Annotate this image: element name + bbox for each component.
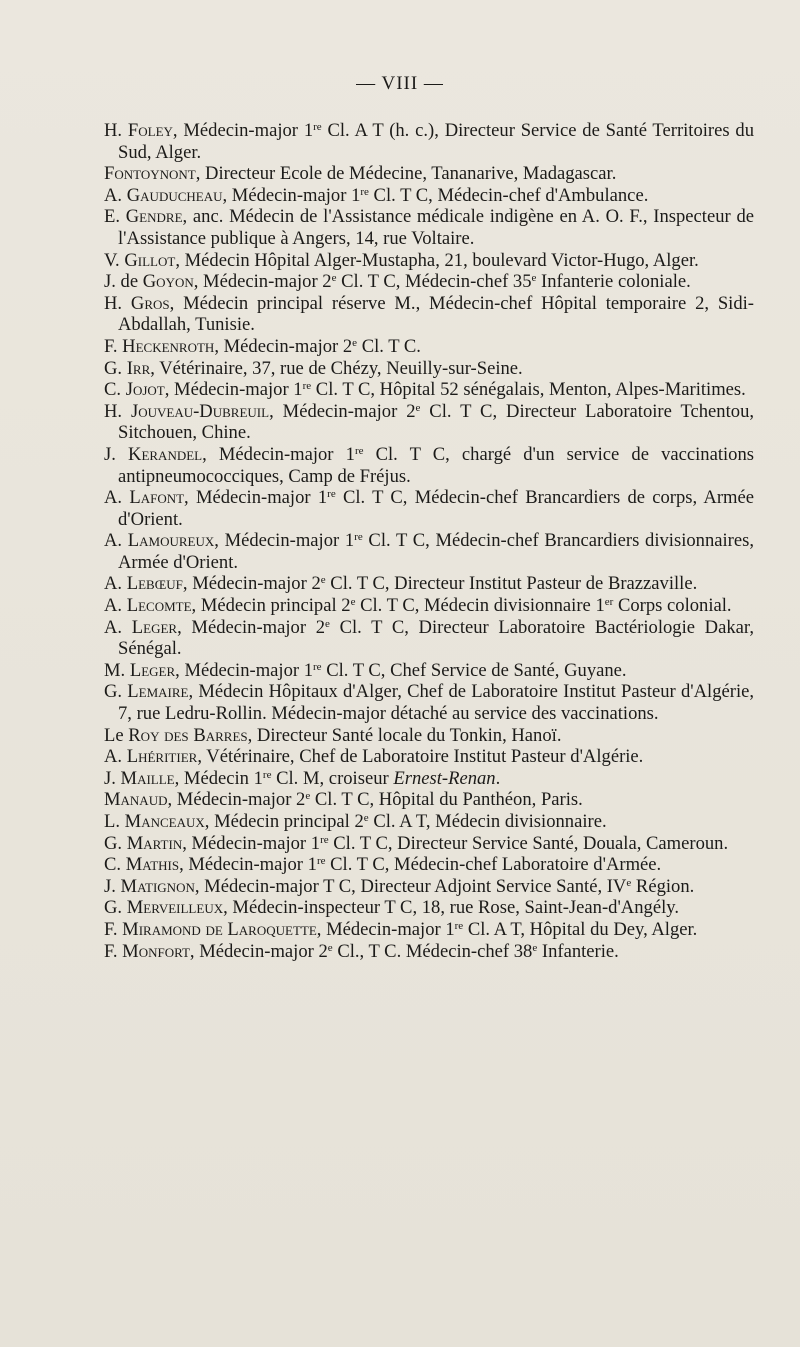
entry-description: Médecin Hôpital Alger-Mustapha, 21, boulevard Victor-Hugo, Alger. bbox=[184, 249, 699, 271]
entry-description: Médecin-major bbox=[223, 335, 343, 357]
entry: L. Manceaux, Médecin principal 2e Cl. A T, Médecin divisionnaire. bbox=[104, 811, 607, 832]
entry: A. Lecomte, Médecin principal 2e Cl. T C, Médecin divisionnaire 1er Corps colonial. bbox=[104, 595, 732, 617]
entry-description-cont: Cl., T C. Médecin-chef 38 bbox=[332, 940, 533, 962]
entry-description: Médecin principal bbox=[200, 595, 342, 617]
entry-description-cont: Infanterie coloniale. bbox=[536, 271, 691, 293]
entry-description: Médecin-major bbox=[195, 487, 318, 509]
entry-initial: J. bbox=[104, 443, 116, 465]
entry-description: Vétérinaire, 37, rue de Chézy, Neuilly-sur-Seine. bbox=[159, 357, 523, 379]
entry-description: Médecin bbox=[183, 767, 254, 789]
entry-ship-name: Ernest-Renan bbox=[393, 767, 496, 789]
entry-ordinal: 1 bbox=[595, 595, 605, 617]
entry-description-cont: Cl. T C, Directeur Laboratoire Bactériologie Dakar, Sénégal. bbox=[118, 616, 754, 660]
entry-description-cont: Cl. T C, Directeur Service Santé, Douala, Cameroun. bbox=[328, 832, 729, 854]
entry-name: Gillot bbox=[124, 249, 176, 271]
entry-initial: H. bbox=[104, 292, 123, 314]
entry-name: Gauducheau bbox=[126, 184, 223, 206]
entry-ordinal: 1 bbox=[310, 832, 321, 854]
entry-name: Manaud bbox=[104, 789, 168, 811]
entry-description: Médecin-major bbox=[326, 918, 446, 940]
entry-initial: A. bbox=[104, 573, 123, 595]
entry-description-cont: Cl. M, croiseur bbox=[271, 767, 394, 789]
entry-ordinal-suffix: e bbox=[415, 401, 421, 414]
entry-name: Gendre bbox=[125, 206, 183, 228]
entry-description-cont: Cl. T C, chargé d'un service de vaccinations antipneumococciques, Camp de Fréjus. bbox=[118, 443, 754, 487]
entry: F. Heckenroth, Médecin-major 2e Cl. T C. bbox=[104, 335, 421, 357]
entry-description: Médecin-major bbox=[191, 616, 316, 638]
entry-description: anc. Médecin de l'Assistance médicale indigène en A. O. F., Inspecteur de l'Assistance publique à Angers, 14, rue Voltaire. bbox=[118, 206, 754, 249]
entry: C. Mathis, Médecin-major 1re Cl. T C, Médecin-chef Laboratoire d'Armée. bbox=[104, 854, 662, 876]
entry: E. Gendre, anc. Médecin de l'Assistance médicale indigène en A. O. F., Inspecteur de l'Assistance publique à Angers, 14, rue Voltaire. bbox=[104, 206, 754, 249]
entry-name: Martin bbox=[126, 832, 183, 854]
entry-ordinal-suffix: e bbox=[331, 272, 337, 285]
entry-initial: H. bbox=[104, 400, 123, 422]
entry-name: Matignon bbox=[120, 875, 195, 897]
entry: A. Lafont, Médecin-major 1re Cl. T C, Médecin-chef Brancardiers de corps, Armée d'Orient. bbox=[104, 487, 755, 530]
entry: A. Lhéritier, Vétérinaire, Chef de Laboratoire Institut Pasteur d'Algérie. bbox=[104, 746, 644, 768]
entry-description: Médecin-major bbox=[183, 120, 304, 141]
entry: V. Gillot, Médecin Hôpital Alger-Mustapha, 21, boulevard Victor-Hugo, Alger. bbox=[104, 249, 699, 271]
entry-ordinal-suffix: re bbox=[354, 531, 363, 544]
entry-description: Médecin-inspecteur T C, 18, rue Rose, Saint-Jean-d'Angély. bbox=[232, 897, 679, 919]
entry: J. de Goyon, Médecin-major 2e Cl. T C, Médecin-chef 35e Infanterie coloniale. bbox=[104, 271, 691, 293]
entry-name: Lafont bbox=[129, 487, 185, 509]
entry: A. Lamoureux, Médecin-major 1re Cl. T C, Médecin-chef Brancardiers divisionnaires, Armée d'Orient. bbox=[104, 530, 755, 573]
entry-name: Fontoynont bbox=[104, 163, 196, 185]
entry-description-cont: Cl. T C, Directeur Institut Pasteur de Brazzaville. bbox=[325, 573, 698, 595]
entry-ordinal: 2 bbox=[315, 616, 325, 638]
entry-description-cont: Cl. T C, Médecin-chef d'Ambulance. bbox=[368, 184, 649, 206]
entry-initial: F. bbox=[104, 335, 118, 357]
entry-ordinal-suffix: e bbox=[350, 596, 356, 609]
entry-name: Maille bbox=[120, 767, 175, 789]
entry: M. Leger, Médecin-major 1re Cl. T C, Chef Service de Santé, Guyane. bbox=[104, 659, 627, 681]
entry-description: Directeur Ecole de Médecine, Tananarive, Madagascar. bbox=[205, 163, 617, 185]
entry-name: Kerandel bbox=[128, 443, 203, 465]
entry-description: Directeur Santé locale du Tonkin, Hanoï. bbox=[256, 724, 562, 746]
entry: A. Leger, Médecin-major 2e Cl. T C, Directeur Laboratoire Bactériologie Dakar, Sénégal. bbox=[104, 616, 754, 660]
entry-ordinal: 2 bbox=[406, 400, 416, 422]
entry-name: Lecomte bbox=[126, 595, 192, 617]
entry: A. Lebœuf, Médecin-major 2e Cl. T C, Directeur Institut Pasteur de Brazzaville. bbox=[104, 573, 698, 595]
entry-initial: J. bbox=[104, 767, 116, 789]
entry-initial: F. bbox=[104, 940, 118, 962]
entry-initial: G. bbox=[104, 357, 123, 379]
entry-ordinal: 1 bbox=[303, 120, 314, 141]
entry-description-cont: Cl. T C, Médecin-chef Laboratoire d'Armée. bbox=[325, 854, 662, 876]
entry-ordinal-suffix: re bbox=[313, 121, 322, 133]
entry-name: Miramond de Laroquette bbox=[122, 918, 317, 940]
entry: H. Foley, Médecin-major 1re Cl. A T (h. c.), Directeur Service de Santé Territoires du Sud, Alger. bbox=[104, 120, 755, 163]
entry-ordinal-suffix: re bbox=[360, 185, 369, 198]
entry-name: Manceaux bbox=[124, 811, 205, 832]
entry: G. Merveilleux, Médecin-inspecteur T C, 18, rue Rose, Saint-Jean-d'Angély. bbox=[104, 897, 679, 919]
entry-ordinal: 1 bbox=[445, 918, 455, 940]
entry-initial: G. bbox=[104, 832, 123, 854]
entry-name: Roy des Barres bbox=[128, 724, 248, 746]
entry-ordinal-suffix: e bbox=[325, 617, 330, 630]
entry-description: Médecin-major bbox=[176, 789, 297, 811]
entry-description-cont: Cl. A T (h. c.), Directeur Service de Santé Territoires du Sud, Alger. bbox=[118, 120, 755, 163]
entry-ordinal-suffix: re bbox=[316, 855, 326, 868]
entry-name: Lhéritier bbox=[126, 746, 198, 768]
entry-description-cont: Cl. T C, Médecin-chef Brancardiers divisionnaires, Armée d'Orient. bbox=[118, 530, 755, 573]
entry-name: Gros bbox=[130, 292, 170, 314]
entry-ordinal: 2 bbox=[318, 940, 328, 962]
entry-name: Jouveau-Dubreuil bbox=[131, 400, 270, 422]
entry-description-cont: Cl. T C, Hôpital du Panthéon, Paris. bbox=[310, 789, 583, 811]
entry: A. Gauducheau, Médecin-major 1re Cl. T C, Médecin-chef d'Ambulance. bbox=[104, 184, 649, 206]
entry: H. Jouveau-Dubreuil, Médecin-major 2e Cl. T C, Directeur Laboratoire Tchentou, Sitchouen, Chine. bbox=[104, 400, 755, 444]
entry: J. Matignon, Médecin-major T C, Directeur Adjoint Service Santé, IVe Région. bbox=[104, 875, 695, 897]
entry-ordinal-suffix: e bbox=[320, 574, 326, 587]
entry: G. Irr, Vétérinaire, 37, rue de Chézy, Neuilly-sur-Seine. bbox=[104, 357, 523, 379]
entry-initial: L. bbox=[104, 811, 121, 832]
entry-initial: Le bbox=[104, 724, 124, 746]
entry-description-cont: Cl. A T, Hôpital du Dey, Alger. bbox=[463, 918, 698, 940]
entry-ordinal: 1 bbox=[303, 659, 314, 681]
entry: Le Roy des Barres, Directeur Santé locale du Tonkin, Hanoï. bbox=[104, 724, 562, 746]
entry-ordinal: 2 bbox=[342, 335, 353, 357]
entry-name: Lamoureux bbox=[127, 530, 215, 552]
page-header: — VIII — bbox=[356, 73, 444, 94]
entry-initial: A. bbox=[104, 184, 123, 206]
entry-description: Médecin-major bbox=[188, 854, 308, 876]
entry: H. Gros, Médecin principal réserve M., Médecin-chef Hôpital temporaire 2, Sidi-Abdallah, Tunisie. bbox=[104, 292, 754, 336]
entry: G. Martin, Médecin-major 1re Cl. T C, Directeur Service Santé, Douala, Cameroun. bbox=[104, 832, 729, 854]
entry-ordinal: 2 bbox=[354, 811, 364, 832]
entry-name: Foley bbox=[127, 120, 173, 141]
entry-name: Heckenroth bbox=[122, 335, 215, 357]
entry-description: Médecin-major bbox=[184, 659, 304, 681]
entry-ordinal-suffix: e bbox=[531, 272, 537, 285]
entry-ordinal-suffix: re bbox=[327, 488, 336, 501]
entry-description-cont: Cl. T C, Hôpital 52 sénégalais, Menton, Alpes-Maritimes. bbox=[311, 379, 746, 401]
entry-description: Médecin-major bbox=[282, 400, 407, 422]
entry-description-cont: Cl. T C, Médecin-chef 35 bbox=[336, 271, 532, 293]
entry-ordinal: 1 bbox=[317, 487, 328, 509]
entry-description: Médecin-major bbox=[218, 443, 346, 465]
entry-ordinal-suffix: re bbox=[302, 380, 312, 393]
entry-description-cont: Corps colonial. bbox=[613, 595, 732, 617]
entry-initial: G. bbox=[104, 681, 123, 703]
entry-ordinal-suffix: re bbox=[454, 919, 464, 932]
entry: G. Lemaire, Médecin Hôpitaux d'Alger, Chef de Laboratoire Institut Pasteur d'Algérie, 7, rue Ledru-Rollin. Médecin-major détaché au service des vaccinations. bbox=[104, 681, 755, 725]
entry-ordinal-suffix: er bbox=[604, 596, 614, 609]
entry-description: Médecin Hôpitaux d'Alger, Chef de Laboratoire Institut Pasteur d'Algérie, 7, rue Ledru-Rollin. Médecin-major détaché au service des vaccinations. bbox=[118, 681, 755, 725]
entry: J. Kerandel, Médecin-major 1re Cl. T C, chargé d'un service de vaccinations antipneumococciques, Camp de Fréjus. bbox=[104, 443, 754, 487]
entry-name: Merveilleux bbox=[126, 897, 224, 919]
entry-ordinal-suffix: e bbox=[352, 336, 358, 349]
entry-name: Leger bbox=[131, 616, 178, 638]
entry-ordinal-suffix: re bbox=[354, 444, 364, 457]
entry-description-cont: Cl. T C, Chef Service de Santé, Guyane. bbox=[321, 659, 627, 681]
entry-description-cont: Cl. T C, Médecin divisionnaire bbox=[355, 595, 596, 617]
entry-list bbox=[104, 120, 754, 962]
entry: J. Maille, Médecin 1re Cl. M, croiseur Ernest-Renan. bbox=[104, 767, 501, 789]
entry-name: Irr bbox=[126, 357, 151, 379]
entry-initial: A. bbox=[104, 487, 123, 509]
entry-ordinal-suffix: e bbox=[626, 876, 632, 889]
entry-initial: A. bbox=[104, 530, 123, 552]
entry-ordinal: 1 bbox=[307, 854, 317, 876]
entry-ordinal: 2 bbox=[311, 573, 321, 595]
entry-initial: H. bbox=[104, 120, 123, 141]
entry-description-cont: Région. bbox=[631, 875, 695, 897]
entry-ordinal: 1 bbox=[344, 530, 355, 552]
entry-description-cont: Cl. T C. bbox=[357, 335, 421, 357]
entry-name: Monfort bbox=[122, 940, 190, 962]
entry-initial: G. bbox=[104, 897, 123, 919]
entry-ordinal: 2 bbox=[296, 789, 306, 811]
entry-initial: J. de bbox=[104, 271, 139, 293]
entry-description-cont: Infanterie. bbox=[537, 940, 619, 962]
entry-name: Mathis bbox=[125, 854, 180, 876]
entry-description: Médecin-major bbox=[199, 940, 319, 962]
entry-initial: C. bbox=[104, 854, 122, 876]
entry-ordinal: 2 bbox=[322, 271, 332, 293]
entry-description-cont: Cl. T C, Médecin-chef Brancardiers de corps, Armée d'Orient. bbox=[118, 487, 755, 530]
entry-ordinal-suffix: re bbox=[313, 660, 322, 673]
entry-name: Leger bbox=[129, 659, 176, 681]
entry-ordinal-suffix: e bbox=[532, 941, 538, 954]
entry-description: Médecin-major bbox=[174, 379, 294, 401]
entry-ordinal-suffix: e bbox=[327, 941, 333, 954]
entry-description: Vétérinaire, Chef de Laboratoire Institut Pasteur d'Algérie. bbox=[206, 746, 644, 768]
entry-ordinal: 1 bbox=[345, 443, 355, 465]
entry-initial: A. bbox=[104, 746, 123, 768]
entry-description: Médecin-major bbox=[203, 271, 323, 293]
entry: F. Monfort, Médecin-major 2e Cl., T C. Médecin-chef 38e Infanterie. bbox=[104, 940, 619, 962]
entry: C. Jojot, Médecin-major 1re Cl. T C, Hôpital 52 sénégalais, Menton, Alpes-Maritimes. bbox=[104, 379, 746, 401]
entry-description: Médecin-major bbox=[224, 530, 345, 552]
entry-ordinal-suffix: e bbox=[363, 812, 369, 824]
entry-initial: F. bbox=[104, 918, 118, 940]
entry: F. Miramond de Laroquette, Médecin-major 1re Cl. A T, Hôpital du Dey, Alger. bbox=[104, 918, 698, 940]
entry-description-cont: Cl. A T, Médecin divisionnaire. bbox=[368, 811, 607, 832]
entry-name: Jojot bbox=[125, 379, 165, 401]
entry-initial: J. bbox=[104, 875, 116, 897]
entry-ordinal-suffix: e bbox=[305, 790, 311, 803]
entry-description: Médecin principal bbox=[214, 811, 355, 832]
entry-description-cont: Cl. T C, Directeur Laboratoire Tchentou, Sitchouen, Chine. bbox=[118, 400, 755, 444]
entry-description: Médecin-major T C, Directeur Adjoint Service Santé, IV bbox=[204, 875, 627, 897]
entry-initial: A. bbox=[104, 595, 123, 617]
entry-ordinal: 2 bbox=[341, 595, 351, 617]
entry-ordinal: 1 bbox=[253, 767, 263, 789]
entry-initial: V. bbox=[104, 249, 120, 271]
entry-ordinal: 1 bbox=[293, 379, 303, 401]
entry-description: Médecin-major bbox=[191, 832, 311, 854]
entry-description: Médecin principal réserve M., Médecin-chef Hôpital temporaire 2, Sidi-Abdallah, Tunisie. bbox=[118, 292, 754, 336]
entry-description: Médecin-major bbox=[231, 184, 352, 206]
entry: Manaud, Médecin-major 2e Cl. T C, Hôpital du Panthéon, Paris. bbox=[104, 789, 583, 811]
entry-description: Médecin-major bbox=[192, 573, 312, 595]
entry-name: Goyon bbox=[142, 271, 194, 293]
entry-initial: M. bbox=[104, 659, 126, 681]
entry-name: Lemaire bbox=[127, 681, 189, 703]
entry-ordinal-suffix: re bbox=[262, 768, 272, 781]
entry-description-cont: . bbox=[495, 767, 501, 789]
entry-ordinal: 1 bbox=[351, 184, 361, 206]
entry: Fontoynont, Directeur Ecole de Médecine, Tananarive, Madagascar. bbox=[104, 163, 617, 185]
entry-initial: C. bbox=[104, 379, 122, 401]
entry-initial: A. bbox=[104, 616, 123, 638]
entry-initial: E. bbox=[104, 206, 121, 228]
entry-name: Lebœuf bbox=[126, 573, 183, 595]
entry-ordinal-suffix: re bbox=[320, 833, 329, 846]
